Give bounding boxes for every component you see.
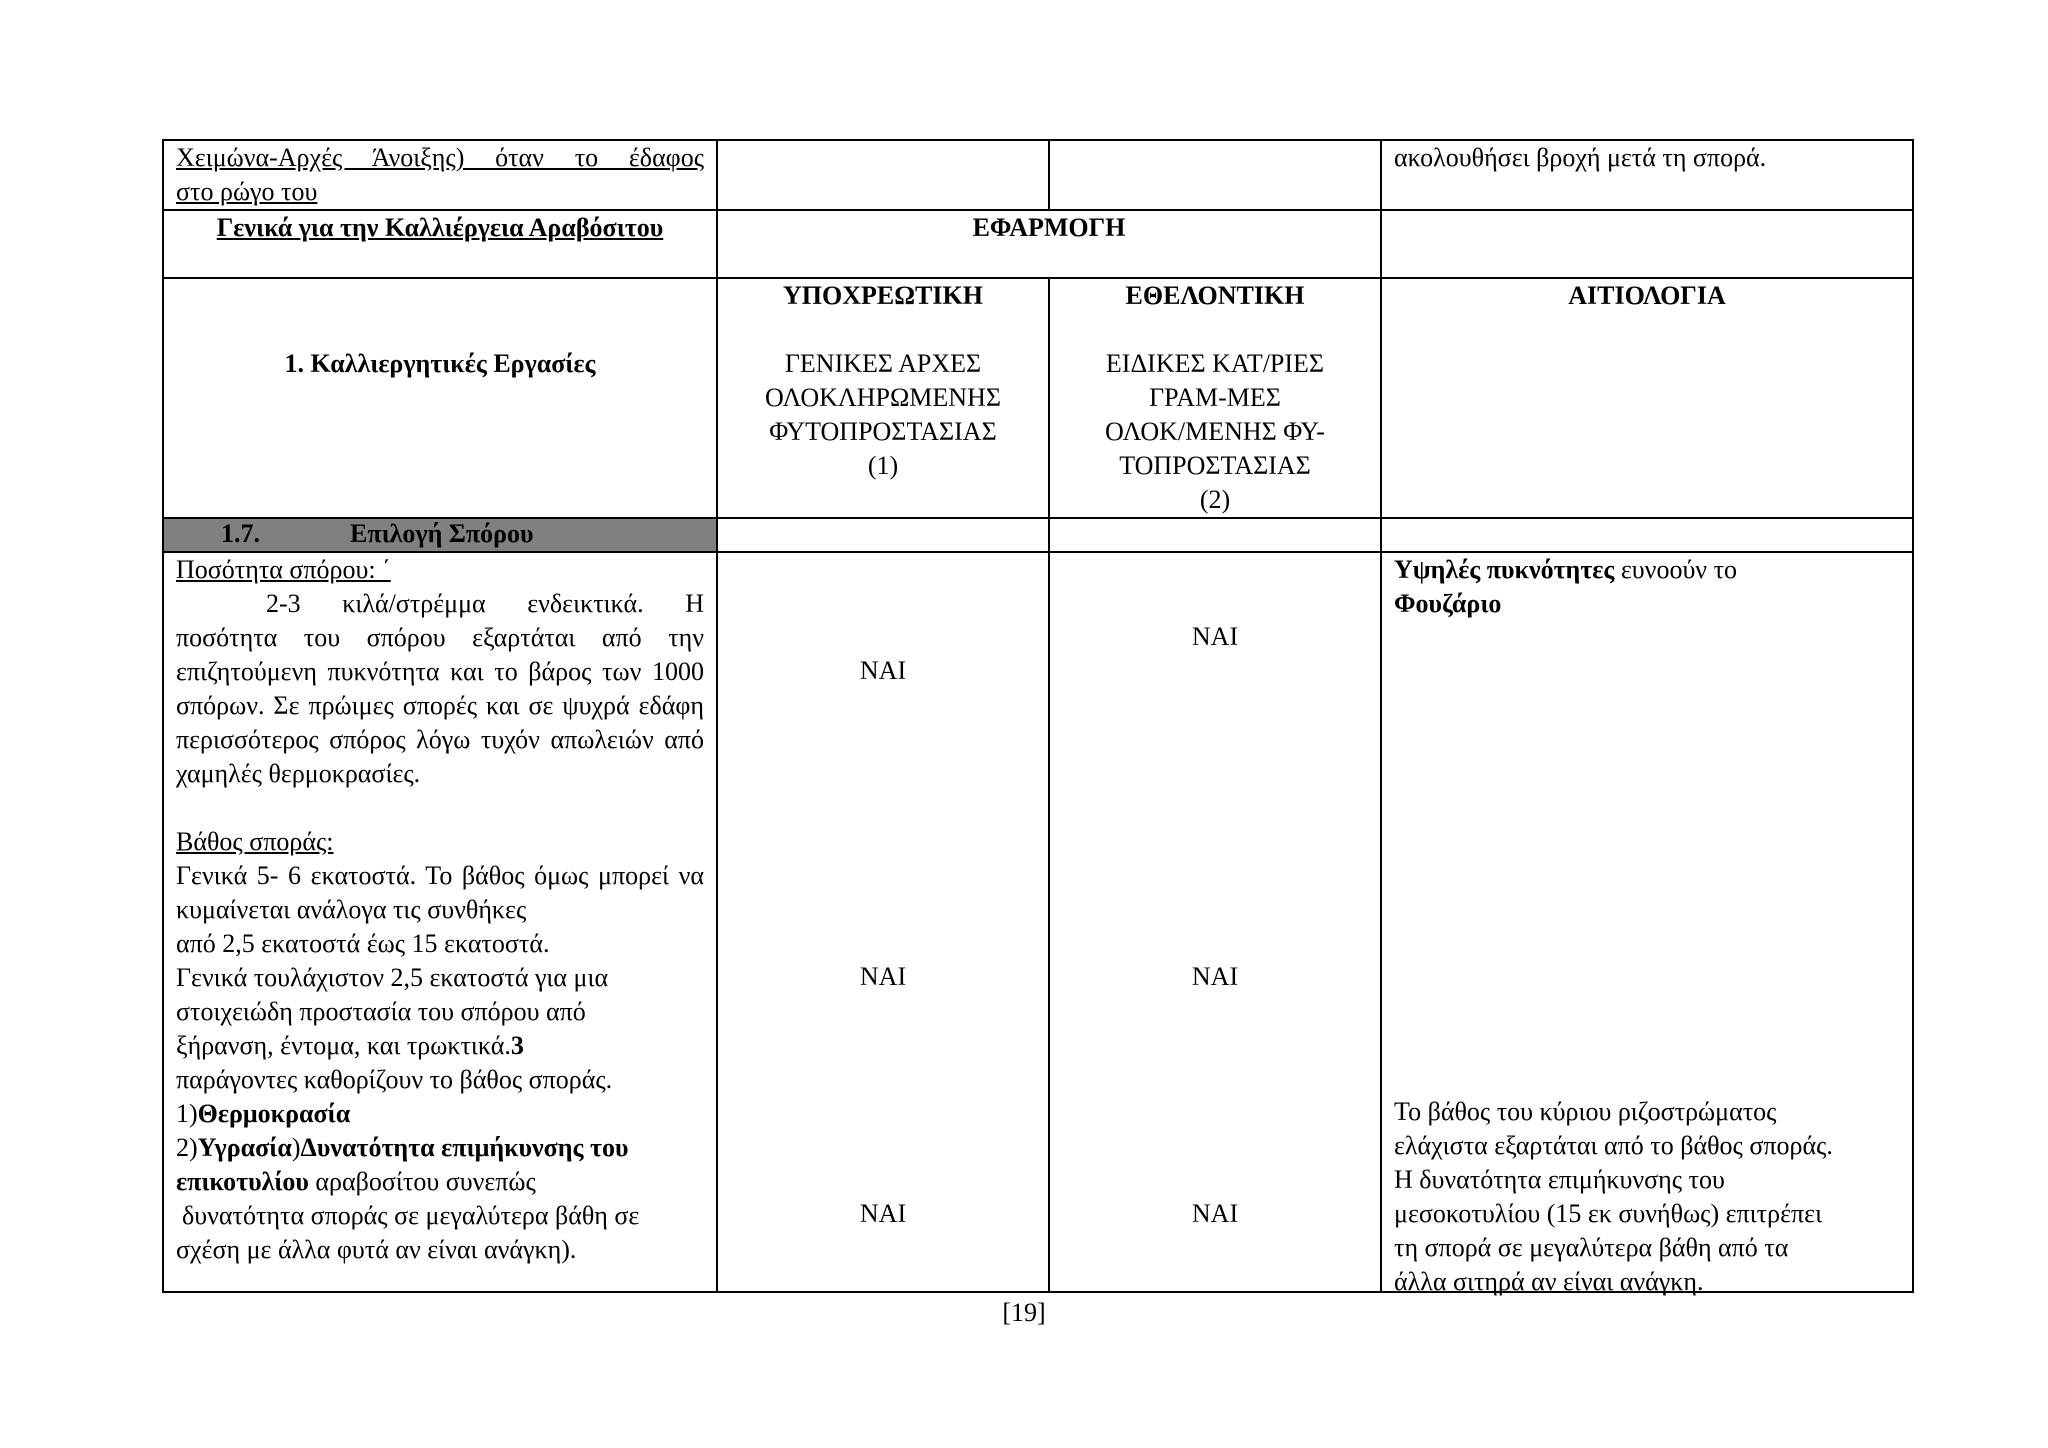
voluntary-line: (2) [1199,485,1231,514]
continuation-reason-cell [1381,140,1913,210]
justification-line: τη σπορά σε μεγαλύτερα βάθη από τα [1394,1233,1789,1262]
continuation-cell [163,140,717,210]
subsection-title: Επιλογή Σπόρου [350,519,534,548]
sowing-depth-line: από 2,5 εκατοστά έως 15 εκατοστά. [176,929,550,958]
sowing-depth-line: Γενικά τουλάχιστον 2,5 εκατοστά για μια [176,963,609,992]
sowing-depth-heading: Βάθος σποράς: [176,827,334,856]
general-heading: Γενικά για την Καλλιέργεια Αραβόσιτου [163,210,717,278]
continuation-line: στο ρώγο του [176,177,318,206]
continuation-line: Χειμώνα-Αρχές Άνοιξης) όταν το έδαφος [176,143,704,172]
justification-line: Η δυνατότητα επιμήκυνσης του [1394,1165,1725,1194]
table-row [163,518,1913,552]
factor-count: 3 [510,1031,524,1060]
seed-details-cell [163,552,717,1292]
empty-cell [1381,518,1913,552]
factor-item [176,1097,704,1131]
voluntary-title: ΕΘΕΛΟΝΤΙΚΗ [1125,281,1305,310]
page-number: [19] [1002,1298,1046,1327]
justification-emphasis: Υψηλές πυκνότητες [1394,555,1615,584]
empty-cell [1381,210,1913,278]
mandatory-yes: ΝΑΙ [859,962,907,991]
voluntary-header [1049,278,1381,518]
factor-line: δυνατότητα σποράς σε μεγαλύτερα βάθη σε [182,1201,640,1230]
factor-text: αραβοσίτου συνεπώς [308,1167,536,1196]
justification-header: ΑΙΤΙΟΛΟΓΙΑ [1381,278,1913,518]
seed-quantity-heading: Ποσότητα σπόρου: ΄ [176,555,391,584]
sowing-depth-line: στοιχειώδη προστασία του σπόρου από [176,997,586,1026]
factor-label: Θερμοκρασία [197,1099,351,1128]
mandatory-header [717,278,1049,518]
voluntary-line: ΤΟΠΡΟΣΤΑΣΙΑΣ [1119,451,1311,480]
mandatory-line: ΟΛΟΚΛΗΡΩΜΕΝΗΣ [765,383,1001,412]
continuation-reason: ακολουθήσει βροχή μετά τη σπορά. [1394,143,1767,172]
justification-line: Το βάθος του κύριου ριζοστρώματος [1394,1097,1777,1126]
justification-block [1394,1095,1900,1299]
empty-cell [717,518,1049,552]
mandatory-title: ΥΠΟΧΡΕΩΤΙΚΗ [783,281,983,310]
table-row [163,140,1913,210]
subsection-number: 1.7. [221,519,260,548]
mandatory-line: ΦΥΤΟΠΡΟΣΤΑΣΙΑΣ [769,417,997,446]
voluntary-yes: ΝΑΙ [1191,622,1239,651]
justification-cell [1381,552,1913,1296]
justification-line: άλλα σιτηρά αν είναι ανάγκη. [1394,1267,1704,1296]
mandatory-yes: ΝΑΙ [859,656,907,685]
mandatory-yes: ΝΑΙ [859,1199,907,1228]
empty-cell [1049,140,1381,210]
sowing-depth-text: Γενικά 5- 6 εκατοστά. Το βάθος όμως μπορεί να κυμαίνεται ανάλογα τις συνθήκες [176,861,704,924]
voluntary-line: ΓΡΑΜ-ΜΕΣ [1149,383,1281,412]
justification-line: μεσοκοτυλίου (15 εκ συνήθως) επιτρέπει [1394,1199,1823,1228]
table-row [163,552,1913,1292]
factor-paren: ) [291,1133,301,1162]
factor-number: 1) [176,1099,198,1128]
sowing-depth-text-part: ξήρανση, έντομα, και τρωκτικά. [176,1031,511,1060]
factor-number: 2) [176,1133,198,1162]
mandatory-line: ΓΕΝΙΚΕΣ ΑΡΧΕΣ [784,349,982,378]
voluntary-yes: ΝΑΙ [1191,1199,1239,1228]
cultivation-table [162,139,1914,1296]
table-header-row [163,278,1913,518]
justification-emphasis: Φουζάριο [1394,589,1502,618]
justification-line: ελάχιστα εξαρτάται από το βάθος σποράς. [1394,1131,1833,1160]
factor-label: Υγρασία [197,1133,292,1162]
voluntary-yes: ΝΑΙ [1191,962,1239,991]
mandatory-line: (1) [867,451,899,480]
factor-item [176,1131,704,1199]
empty-cell [1049,518,1381,552]
justification-text: ευνοούν το [1614,555,1738,584]
voluntary-line: ΕΙΔΙΚΕΣ ΚΑΤ/ΡΙΕΣ [1105,349,1325,378]
voluntary-line: ΟΛΟΚ/ΜΕΝΗΣ ΦΥ- [1105,417,1325,446]
subsection-heading [163,518,717,552]
seed-quantity-text: 2-3 κιλά/στρέμμα ενδεικτικά. Η ποσότητα του σπόρου εξαρτάται από την επιζητούμενη πυκνότητα και το βάρος των 1000 σπόρων. Σε πρώιμες σπορές και σε ψυχρά εδάφη περισσότερος σπόρος λόγω τυχόν απωλειών από χαμηλές θερμοκρασίες. [176,589,704,788]
justification-line [1394,553,1900,587]
section-heading: 1. Καλλιεργητικές Εργασίες [163,278,717,518]
mandatory-values-cell [717,552,1049,1292]
factor-label: Δυνατότητα επιμήκυνσης του επικοτυλίου [176,1133,629,1196]
empty-cell [717,140,1049,210]
factors-line: παράγοντες καθορίζουν το βάθος σποράς. [176,1065,613,1094]
table-row [163,210,1913,278]
factor-line: σχέση με άλλα φυτά αν είναι ανάγκη). [176,1235,577,1264]
application-heading: ΕΦΑΡΜΟΓΗ [717,210,1381,278]
sowing-depth-line [176,1029,704,1063]
voluntary-values-cell [1049,552,1381,1292]
spacer [176,791,704,825]
